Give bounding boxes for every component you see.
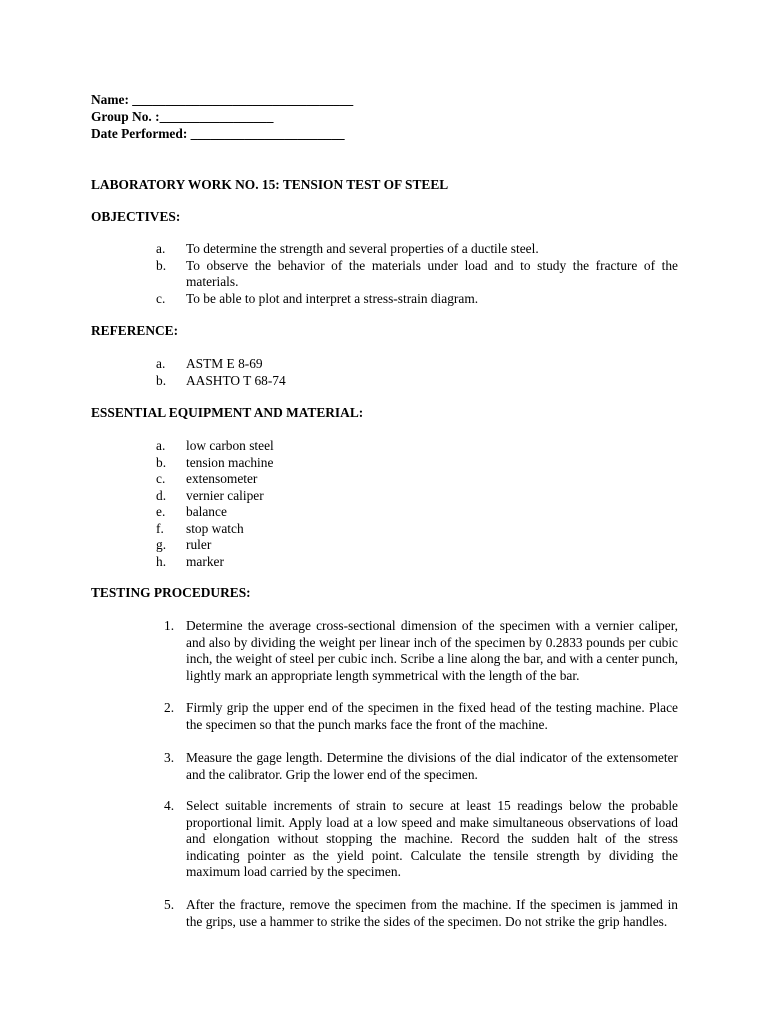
- list-item: [156, 455, 456, 472]
- list-item: [156, 488, 456, 505]
- list-marker: h.: [156, 553, 167, 569]
- list-marker: 4.: [164, 798, 175, 813]
- objectives-heading: OBJECTIVES:: [91, 209, 181, 224]
- list-item: [156, 471, 456, 488]
- list-item: [164, 618, 678, 684]
- list-item-text: To be able to plot and interpret a stress-strain diagram.: [186, 290, 479, 306]
- list-item-text: ruler: [186, 537, 212, 552]
- procedures-heading: TESTING PROCEDURES:: [91, 585, 251, 600]
- reference-list: [156, 356, 456, 389]
- list-item: [164, 897, 678, 930]
- list-item: [164, 798, 678, 881]
- list-item-text: vernier caliper: [186, 487, 264, 503]
- list-item-text: marker: [186, 553, 224, 569]
- list-item: [156, 504, 456, 521]
- list-marker: c.: [156, 290, 166, 306]
- list-item-text: Firmly grip the upper end of the specimen in the fixed head of the testing machine. Place the specimen so that the punch marks face the front of the machine.: [186, 700, 678, 732]
- list-marker: a.: [156, 356, 166, 371]
- list-item-text: After the fracture, remove the specimen from the machine. If the specimen is jammed in the grips, use a hammer to strike the sides of the specimen. Do not strike the grip handles.: [186, 897, 678, 929]
- list-item-text: To determine the strength and several properties of a ductile steel.: [186, 241, 539, 256]
- list-item-text: Measure the gage length. Determine the divisions of the dial indicator of the extensometer and the calibrator. Grip the lower end of the specimen.: [186, 750, 678, 782]
- reference-heading: REFERENCE:: [91, 323, 179, 338]
- list-item: [156, 554, 456, 571]
- list-marker: a.: [156, 241, 166, 256]
- list-marker: b.: [156, 257, 167, 273]
- procedure-step-1: [164, 618, 678, 684]
- procedure-step-5: [164, 897, 678, 930]
- list-marker: f.: [156, 520, 164, 536]
- list-item: [156, 356, 456, 373]
- list-item-text: To observe the behavior of the materials under load and to study the fracture of the materials.: [186, 257, 678, 289]
- list-item: [164, 750, 678, 783]
- list-marker: 3.: [164, 750, 175, 765]
- list-marker: 2.: [164, 700, 175, 715]
- objectives-list: [156, 241, 678, 307]
- list-item-text: low carbon steel: [186, 438, 274, 453]
- list-marker: 5.: [164, 897, 175, 912]
- group-field: Group No. :_________________: [91, 109, 274, 124]
- procedure-step-4: [164, 798, 678, 881]
- equipment-heading: ESSENTIAL EQUIPMENT AND MATERIAL:: [91, 405, 364, 420]
- list-item: [156, 521, 456, 538]
- list-item-text: AASHTO T 68-74: [186, 372, 286, 388]
- list-item-text: balance: [186, 504, 227, 519]
- list-marker: d.: [156, 487, 167, 503]
- procedure-step-3: [164, 750, 678, 783]
- list-item: [156, 258, 678, 291]
- list-item-text: tension machine: [186, 454, 274, 470]
- name-field: Name: _________________________________: [91, 92, 354, 107]
- list-item-text: extensometer: [186, 471, 258, 486]
- document-title: LABORATORY WORK NO. 15: TENSION TEST OF STEEL: [91, 177, 449, 192]
- list-marker: c.: [156, 471, 166, 486]
- list-item: [156, 241, 678, 258]
- procedure-step-2: [164, 700, 678, 733]
- list-marker: 1.: [164, 618, 175, 633]
- list-marker: b.: [156, 372, 167, 388]
- list-item-text: stop watch: [186, 520, 244, 536]
- list-marker: a.: [156, 438, 166, 453]
- list-marker: b.: [156, 454, 167, 470]
- equipment-list: [156, 438, 456, 570]
- list-item-text: Select suitable increments of strain to secure at least 15 readings below the probable proportional limit. Apply load at a low speed and make simultaneous observations of load and elongation without stopping the machine. Record the sudden halt of the stress indicating pointer as the yield point. Calculate the tensile strength by dividing the maximum load carried by the specimen.: [186, 798, 678, 879]
- list-item: [164, 700, 678, 733]
- list-item: [156, 291, 678, 308]
- list-item: [156, 438, 456, 455]
- list-marker: e.: [156, 504, 166, 519]
- list-marker: g.: [156, 537, 167, 552]
- list-item-text: ASTM E 8-69: [186, 356, 263, 371]
- list-item-text: Determine the average cross-sectional dimension of the specimen with a vernier caliper, and also by dividing the weight per linear inch of the specimen by 0.2833 pounds per cubic inch, the weight of steel per cubic inch. Scribe a line along the bar, and with a center punch, lightly mark an appropriate length symmetrical with the length of the bar.: [186, 618, 678, 683]
- date-performed-field: Date Performed: _______________________: [91, 126, 345, 141]
- list-item: [156, 373, 456, 390]
- list-item: [156, 537, 456, 554]
